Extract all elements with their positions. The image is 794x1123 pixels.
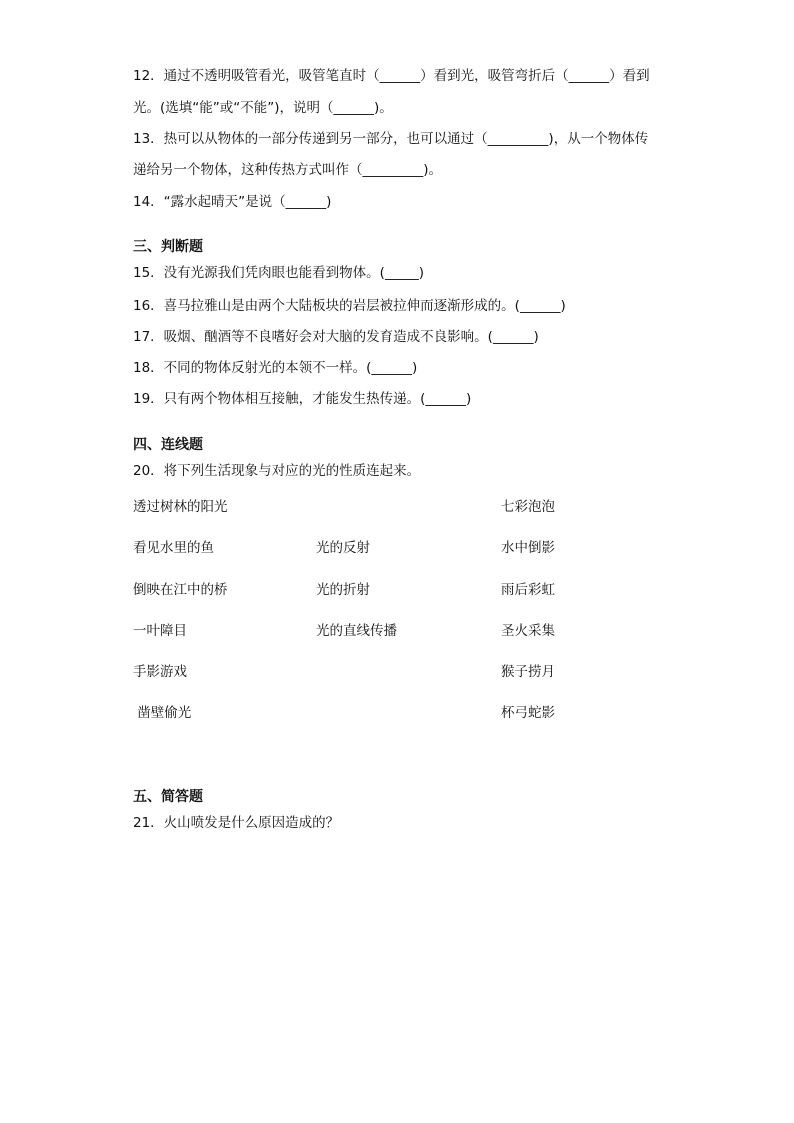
middle-item-2: 光的折射 [316, 582, 370, 598]
left-item-5: 手影游戏 [133, 664, 187, 680]
question-12-line-2: 光。(选填“能”或“不能”)，说明（______)。 [133, 100, 393, 116]
right-item-6: 杯弓蛇影 [501, 705, 555, 721]
question-20: 20．将下列生活现象与对应的光的性质连起来。 [133, 463, 421, 479]
section-5-title: 五、简答题 [133, 789, 203, 805]
question-17: 17．吸烟、酗酒等不良嗜好会对大脑的发育造成不良影响。(______) [133, 329, 539, 345]
right-item-4: 圣火采集 [501, 623, 555, 639]
left-item-4: 一叶障目 [133, 623, 187, 639]
middle-item-1: 光的反射 [316, 540, 370, 556]
question-19: 19．只有两个物体相互接触，才能发生热传递。(______) [133, 391, 472, 407]
left-item-6: 凿壁偷光 [133, 705, 192, 721]
right-item-3: 雨后彩虹 [501, 582, 555, 598]
question-21: 21．火山喷发是什么原因造成的？ [133, 815, 340, 831]
question-16: 16．喜马拉雅山是由两个大陆板块的岩层被拉伸而逐渐形成的。(______) [133, 298, 566, 314]
section-3-title: 三、判断题 [133, 239, 203, 255]
section-4-title: 四、连线题 [133, 437, 203, 453]
right-item-1: 七彩泡泡 [501, 499, 555, 515]
question-18: 18．不同的物体反射光的本领不一样。(______) [133, 360, 418, 376]
question-15: 15．没有光源我们凭肉眼也能看到物体。(_____) [133, 265, 424, 281]
middle-item-3: 光的直线传播 [316, 623, 397, 639]
left-item-3: 倒映在江中的桥 [133, 582, 228, 598]
question-13-line-1: 13．热可以从物体的一部分传递到另一部分，也可以通过（_________)，从一个物体传 [133, 131, 649, 147]
question-13-line-2: 递给另一个物体，这种传热方式叫作（_________)。 [133, 162, 443, 178]
question-14: 14．“露水起晴天”是说（______) [133, 194, 332, 210]
left-item-1: 透过树林的阳光 [133, 499, 228, 515]
left-item-2: 看见水里的鱼 [133, 540, 214, 556]
question-12-line-1: 12．通过不透明吸管看光，吸管笔直时（______）看到光，吸管弯折后（______）看到 [133, 68, 650, 84]
right-item-5: 猴子捞月 [501, 664, 555, 680]
right-item-2: 水中倒影 [501, 540, 555, 556]
